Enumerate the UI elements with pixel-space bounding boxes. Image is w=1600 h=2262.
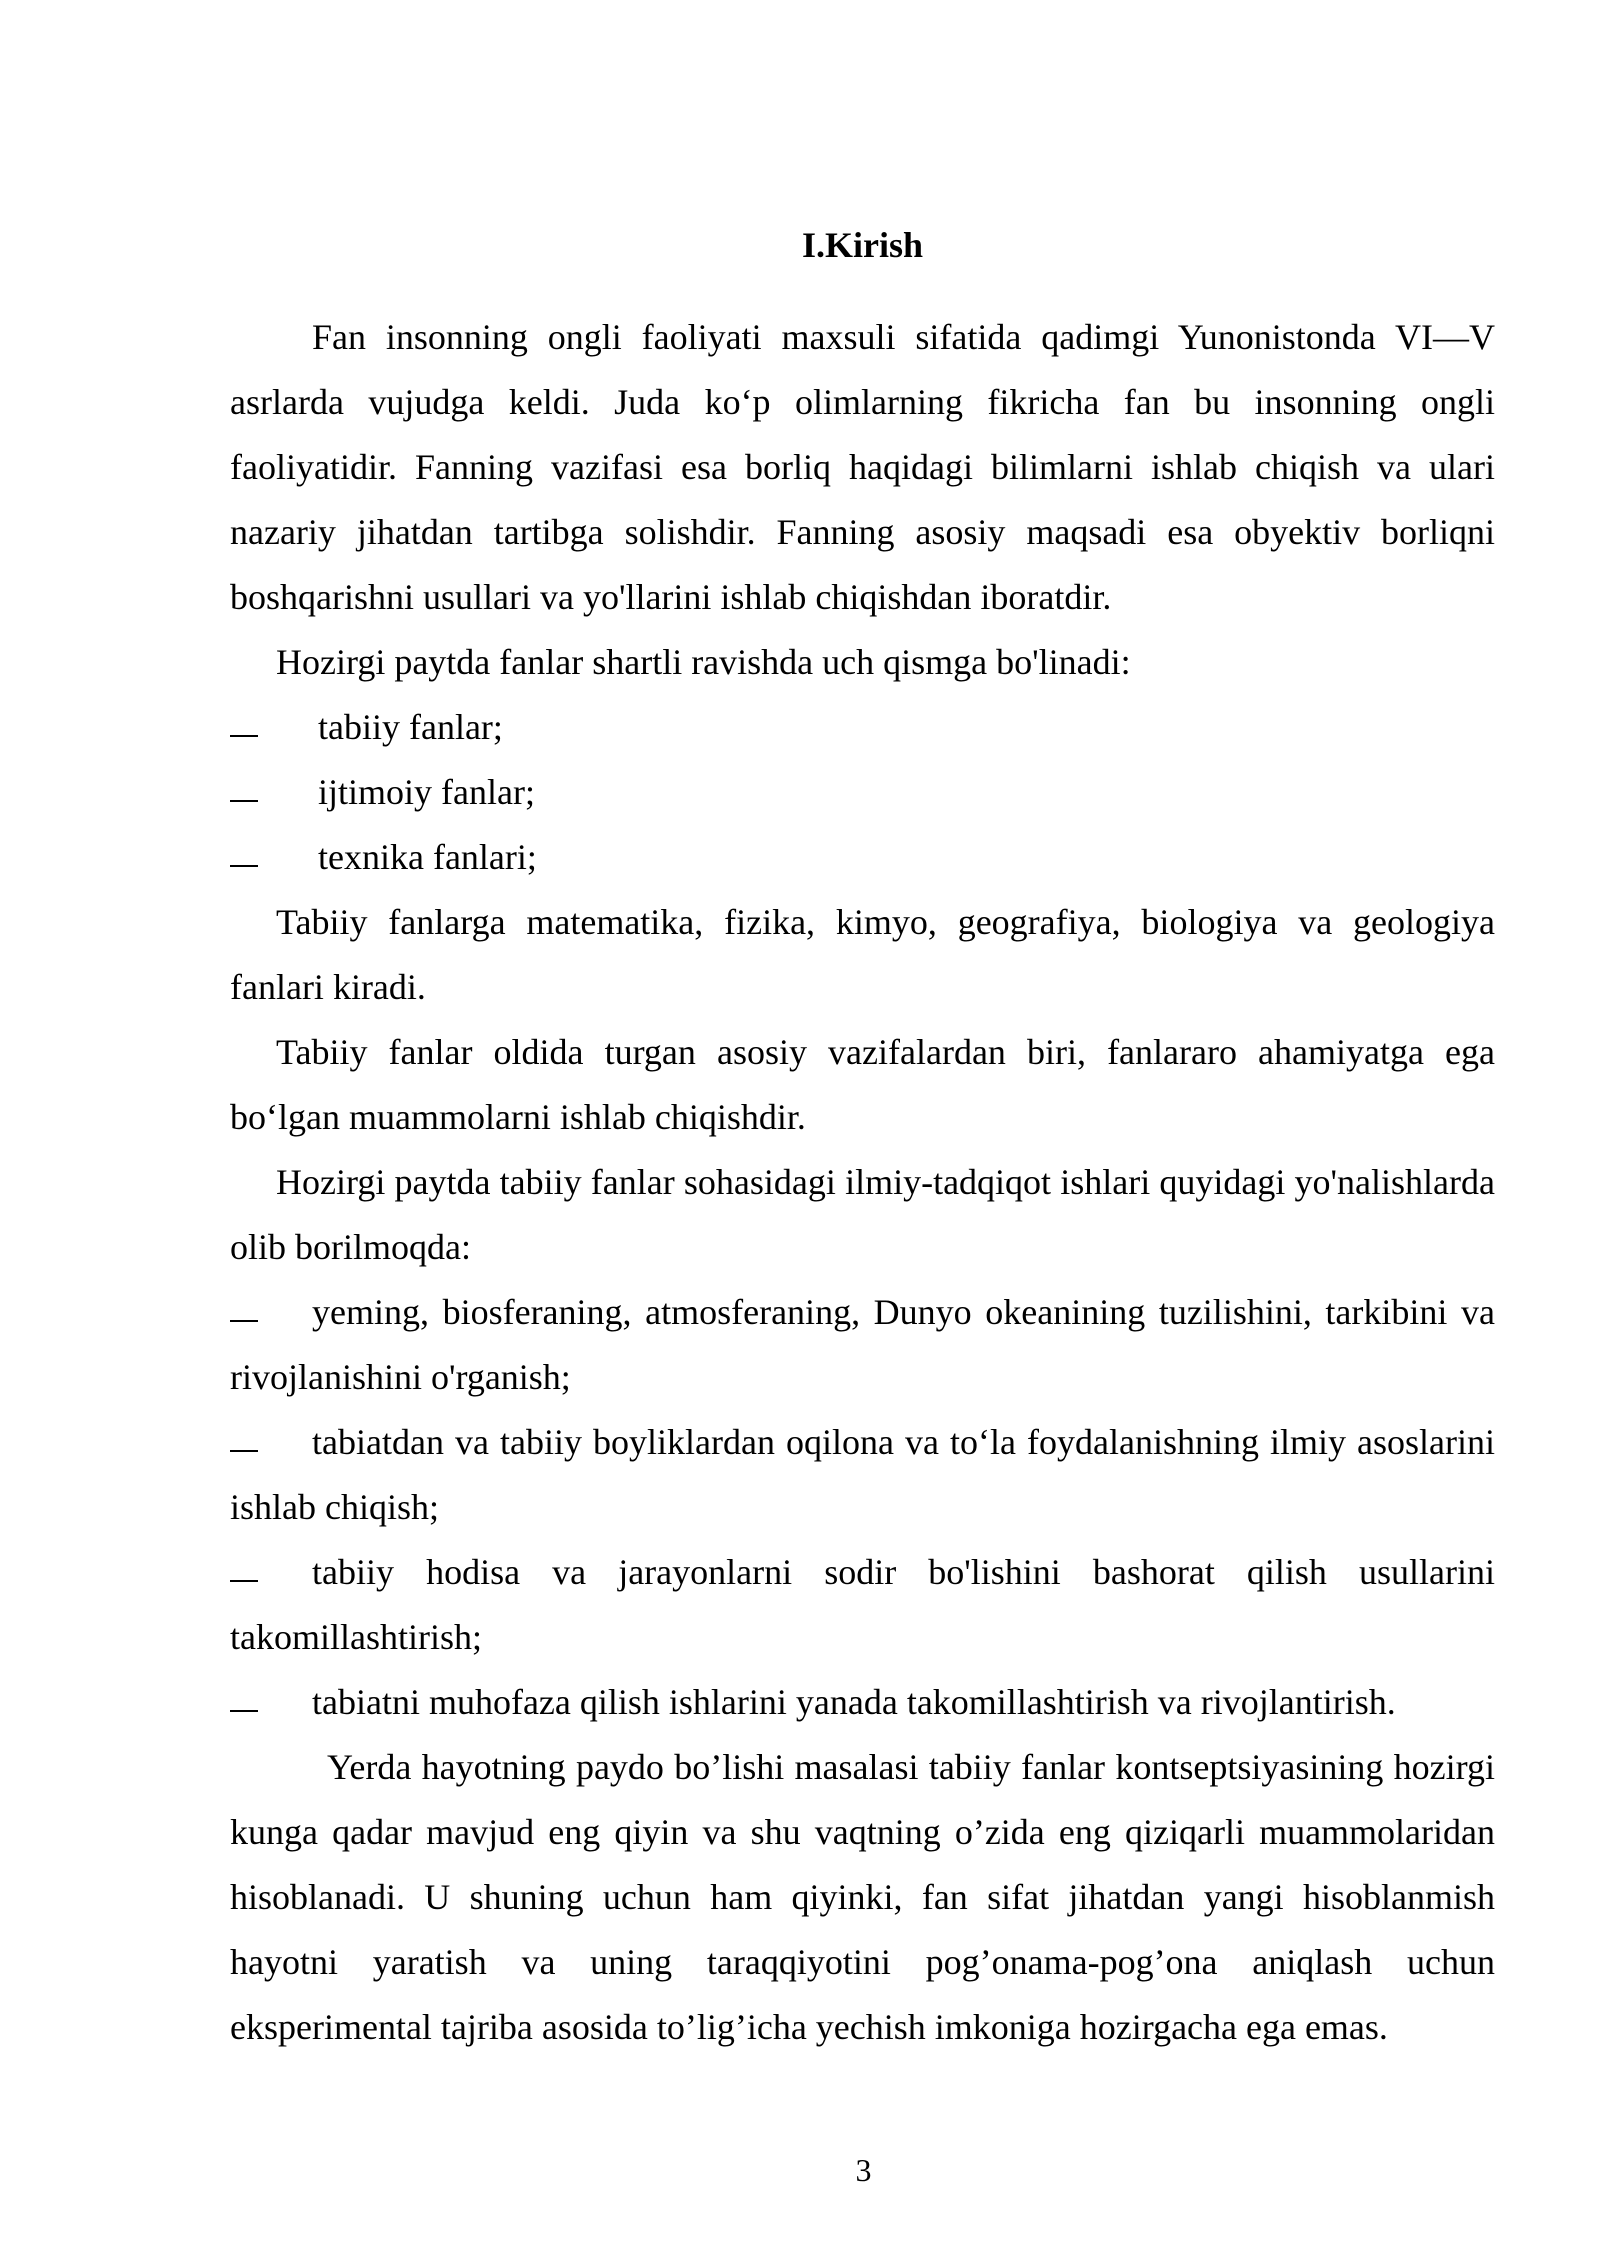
paragraph-tasks: Tabiiy fanlar oldida turgan asosiy vazifalardan biri, fanlararo ahamiyatga ega bo‘lgan muammolarni ishlab chiqishdir. <box>230 1032 1495 1137</box>
paragraph-intro: Fan insonning ongli faoliyati maxsuli sifatida qadimgi Yunonistonda VI—V asrlarda vujudga keldi. Juda ko‘p olimlarning fikricha fan bu insonning ongli faoliyatidir. Fanning vazifasi esa borliq haqidagi bilimlarni ishlab chiqish va ulari nazariy jihatdan tartibga solishdir. Fanning asosiy maqsadi esa obyektiv borliqni boshqarishni usullari va yo'llarini ishlab chiqishdan iboratdir. <box>230 317 1495 617</box>
list-item-text: tabiatdan va tabiiy boyliklardan oqilona va to‘la foydalanishning ilmiy asoslarini ishlab chiqish; <box>230 1422 1495 1527</box>
page-content <box>230 215 1495 2060</box>
list-item <box>230 760 1495 825</box>
list-item-text: texnika fanlari; <box>318 837 537 877</box>
list-item <box>230 1540 1495 1670</box>
list-item-text: tabiiy hodisa va jarayonlarni sodir bo'lishini bashorat qilish usullarini takomillashtirish; <box>230 1552 1495 1657</box>
list-item <box>230 1410 1495 1540</box>
page-number: 3 <box>855 2152 872 2188</box>
page-title: I.Kirish <box>801 225 924 265</box>
list-item <box>230 1280 1495 1410</box>
paragraph-division: Hozirgi paytda fanlar shartli ravishda uch qismga bo'linadi: <box>276 642 1131 682</box>
paragraph-natural-sciences: Tabiiy fanlarga matematika, fizika, kimyo, geografiya, biologiya va geologiya fanlari kiradi. <box>230 902 1495 1007</box>
list-item-text: ijtimoiy fanlar; <box>318 772 535 812</box>
paragraph-origin-of-life: Yerda hayotning paydo bo’lishi masalasi tabiiy fanlar kontseptsiyasining hozirgi kunga qadar mavjud eng qiyin va shu vaqtning o’zida eng qiziqarli muammolaridan hisoblanadi. U shuning uchun ham qiyinki, fan sifat jihatdan yangi hisoblanmish hayotni yaratish va uning taraqqiyotini pog’onama-pog’ona aniqlash uchun eksperimental tajriba asosida to’lig’icha yechish imkoniga hozirgacha ega emas. <box>230 1747 1495 2047</box>
list-item <box>230 695 1495 760</box>
science-types-list <box>230 695 1495 890</box>
research-directions-list <box>230 1280 1495 1735</box>
paragraph-research-directions: Hozirgi paytda tabiiy fanlar sohasidagi ilmiy-tadqiqot ishlari quyidagi yo'nalishlarda olib borilmoqda: <box>230 1162 1495 1267</box>
list-item-text: yeming, biosferaning, atmosferaning, Dunyo okeanining tuzilishini, tarkibini va rivojlanishini o'rganish; <box>230 1292 1495 1397</box>
list-item <box>230 825 1495 890</box>
list-item-text: tabiiy fanlar; <box>318 707 503 747</box>
list-item-text: tabiatni muhofaza qilish ishlarini yanada takomillashtirish va rivojlantirish. <box>312 1682 1396 1722</box>
list-item <box>230 1670 1495 1735</box>
